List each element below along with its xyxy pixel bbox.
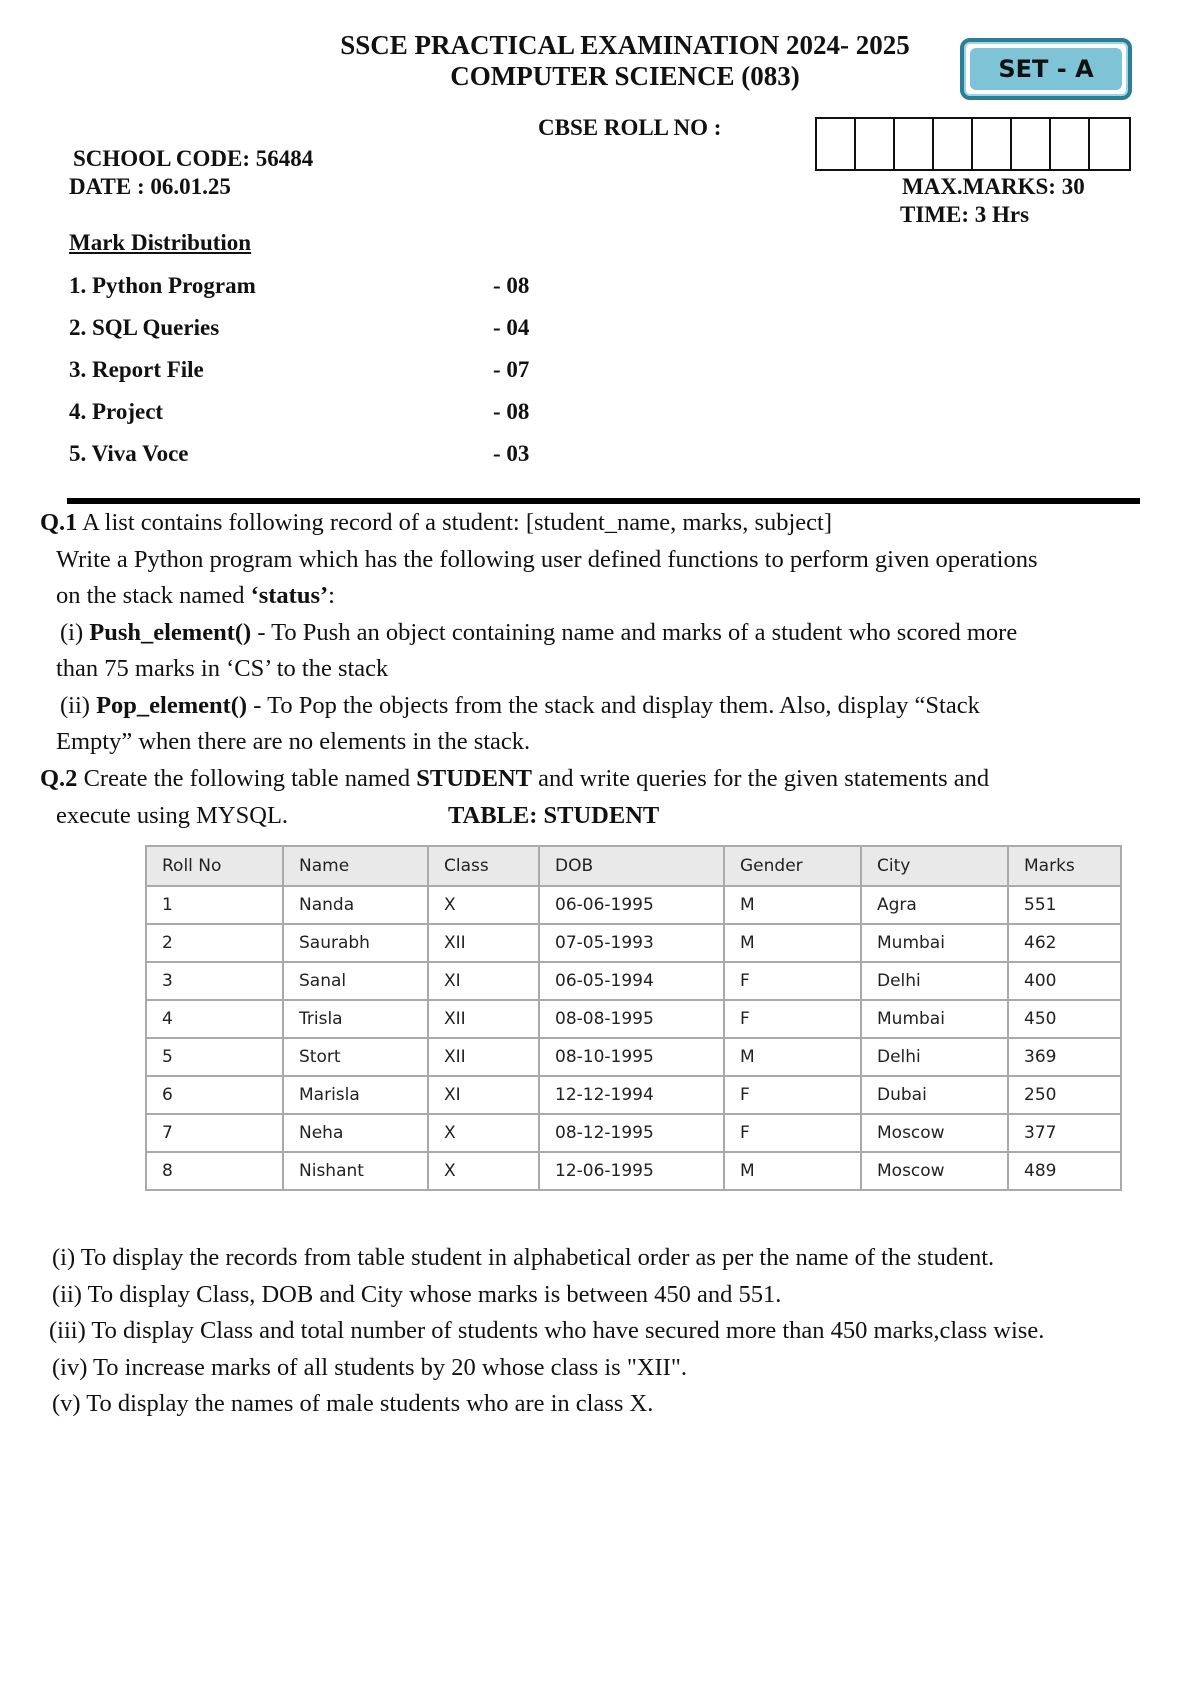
q1-part-i-text: - To Push an object containing name and marks of a student who scored more: [251, 618, 1018, 646]
table-cell: F: [724, 962, 861, 1000]
q2-text: execute using MYSQL.: [56, 801, 289, 829]
table-cell: 07-05-1993: [539, 924, 724, 962]
mark-item-label: 2. SQL Queries: [69, 315, 220, 340]
table-cell: 08-08-1995: [539, 1000, 724, 1038]
query-item: (i) To display the records from table student in alphabetical order as per the name of the student.: [52, 1244, 995, 1271]
q1-part-i-num: (i): [60, 618, 90, 646]
table-cell: XII: [428, 924, 539, 962]
table-row: [146, 1114, 1121, 1152]
set-badge: [960, 38, 1132, 100]
table-cell: 1: [146, 886, 283, 924]
query-item: (iv) To increase marks of all students by 20 whose class is "XII".: [52, 1353, 687, 1381]
table-cell: Nanda: [283, 886, 428, 924]
table-cell: Stort: [283, 1038, 428, 1076]
roll-no-cell[interactable]: [1012, 119, 1051, 169]
table-cell: F: [724, 1076, 861, 1114]
table-row: [146, 924, 1121, 962]
table-row: [146, 886, 1121, 924]
table-cell: X: [428, 1152, 539, 1190]
table-cell: 4: [146, 1000, 283, 1038]
roll-no-cell[interactable]: [895, 119, 934, 169]
table-row: [146, 1038, 1121, 1076]
q1-part-ii-text: - To Pop the objects from the stack and display them. Also, display “Stack: [247, 691, 980, 719]
table-cell: 250: [1008, 1076, 1121, 1114]
table-row: [146, 1152, 1121, 1190]
table-cell: X: [428, 1114, 539, 1152]
table-cell: 08-10-1995: [539, 1038, 724, 1076]
table-cell: 7: [146, 1114, 283, 1152]
exam-time: TIME: 3 Hrs: [900, 202, 1030, 227]
table-cell: M: [724, 1152, 861, 1190]
question-1: [40, 505, 1170, 761]
mark-item-value: - 08: [493, 273, 530, 298]
roll-no-cell[interactable]: [856, 119, 895, 169]
sql-queries: [49, 1240, 1192, 1423]
column-header: Class: [428, 846, 539, 886]
mark-item-label: 5. Viva Voce: [69, 441, 189, 466]
table-cell: 462: [1008, 924, 1121, 962]
stack-name: ‘status’: [250, 582, 329, 609]
roll-no-cell[interactable]: [1090, 119, 1129, 169]
table-cell: Trisla: [283, 1000, 428, 1038]
table-cell: XI: [428, 962, 539, 1000]
q1-line: :: [328, 582, 335, 609]
student-table: [145, 845, 1122, 1191]
table-cell: 06-05-1994: [539, 962, 724, 1000]
table-cell: Saurabh: [283, 924, 428, 962]
table-row: [146, 1076, 1121, 1114]
q1-line: Write a Python program which has the following user defined functions to perform given operations: [56, 545, 1038, 573]
roll-no-cell[interactable]: [934, 119, 973, 169]
question-2: [40, 761, 1170, 834]
table-cell: XII: [428, 1000, 539, 1038]
set-label: SET - A: [970, 48, 1122, 90]
subject-title: COMPUTER SCIENCE (083): [450, 61, 800, 91]
table-cell: 377: [1008, 1114, 1121, 1152]
table-row: [146, 1000, 1121, 1038]
table-cell: Marisla: [283, 1076, 428, 1114]
q2-number: Q.2: [40, 765, 78, 792]
table-cell: Moscow: [861, 1114, 1008, 1152]
query-item: (ii) To display Class, DOB and City whose marks is between 450 and 551.: [52, 1280, 782, 1308]
table-cell: Mumbai: [861, 1000, 1008, 1038]
table-cell: M: [724, 886, 861, 924]
q1-line: on the stack named: [56, 582, 251, 609]
table-cell: Delhi: [861, 1038, 1008, 1076]
table-cell: 5: [146, 1038, 283, 1076]
pop-function-name: Pop_element(): [96, 691, 248, 719]
table-cell: 400: [1008, 962, 1121, 1000]
mark-item-label: 1. Python Program: [69, 273, 256, 298]
table-cell: Neha: [283, 1114, 428, 1152]
mark-item-label: 3. Report File: [69, 357, 204, 382]
table-cell: F: [724, 1114, 861, 1152]
q1-part-ii-cont: Empty” when there are no elements in the stack.: [56, 728, 531, 755]
column-header: DOB: [539, 846, 724, 886]
section-divider: [67, 498, 1140, 504]
table-cell: 3: [146, 962, 283, 1000]
query-item: (iii) To display Class and total number of students who have secured more than 450 marks,class wise.: [49, 1317, 1045, 1344]
table-cell: X: [428, 886, 539, 924]
roll-no-cell[interactable]: [1051, 119, 1090, 169]
table-title: TABLE: STUDENT: [448, 801, 660, 829]
q1-number: Q.1: [40, 509, 78, 536]
table-cell: M: [724, 1038, 861, 1076]
school-code: SCHOOL CODE: 56484: [73, 146, 314, 171]
mark-distribution-title: Mark Distribution: [69, 230, 252, 255]
push-function-name: Push_element(): [89, 618, 252, 646]
column-header: Roll No: [146, 846, 283, 886]
q2-text: Create the following table named: [77, 765, 417, 792]
table-cell: 8: [146, 1152, 283, 1190]
table-cell: Nishant: [283, 1152, 428, 1190]
table-cell: M: [724, 924, 861, 962]
table-cell: Delhi: [861, 962, 1008, 1000]
table-cell: F: [724, 1000, 861, 1038]
q1-part-i-cont: than 75 marks in ‘CS’ to the stack: [56, 655, 389, 682]
max-marks: MAX.MARKS: 30: [902, 174, 1085, 199]
exam-date: DATE : 06.01.25: [69, 174, 231, 199]
q1-intro: A list contains following record of a student: [student_name, marks, subject]: [77, 509, 833, 536]
mark-item-value: - 03: [493, 441, 530, 466]
roll-no-label: CBSE ROLL NO :: [538, 115, 722, 140]
mark-item-value: - 07: [493, 357, 530, 382]
roll-no-cell[interactable]: [817, 119, 856, 169]
table-cell: 489: [1008, 1152, 1121, 1190]
roll-no-boxes[interactable]: [815, 117, 1131, 171]
column-header: Gender: [724, 846, 861, 886]
q1-part-ii-num: (ii): [60, 691, 97, 719]
mark-item-label: 4. Project: [69, 399, 164, 424]
table-cell: 2: [146, 924, 283, 962]
q2-text: and write queries for the given statements and: [531, 765, 990, 792]
table-cell: 551: [1008, 886, 1121, 924]
exam-title: SSCE PRACTICAL EXAMINATION 2024- 2025: [340, 30, 910, 60]
table-cell: 450: [1008, 1000, 1121, 1038]
table-cell: Moscow: [861, 1152, 1008, 1190]
table-name: STUDENT: [416, 765, 532, 792]
mark-item-value: - 08: [493, 399, 530, 424]
table-cell: 369: [1008, 1038, 1121, 1076]
column-header: Marks: [1008, 846, 1121, 886]
table-cell: 08-12-1995: [539, 1114, 724, 1152]
table-cell: 12-06-1995: [539, 1152, 724, 1190]
table-cell: 06-06-1995: [539, 886, 724, 924]
column-header: Name: [283, 846, 428, 886]
table-row: [146, 962, 1121, 1000]
column-header: City: [861, 846, 1008, 886]
table-cell: XII: [428, 1038, 539, 1076]
table-cell: Dubai: [861, 1076, 1008, 1114]
query-item: (v) To display the names of male students who are in class X.: [52, 1390, 654, 1417]
roll-no-cell[interactable]: [973, 119, 1012, 169]
table-cell: Sanal: [283, 962, 428, 1000]
table-cell: Mumbai: [861, 924, 1008, 962]
table-header-row: [146, 846, 1121, 886]
table-cell: 6: [146, 1076, 283, 1114]
table-cell: 12-12-1994: [539, 1076, 724, 1114]
mark-item-value: - 04: [493, 315, 530, 340]
table-cell: XI: [428, 1076, 539, 1114]
table-cell: Agra: [861, 886, 1008, 924]
